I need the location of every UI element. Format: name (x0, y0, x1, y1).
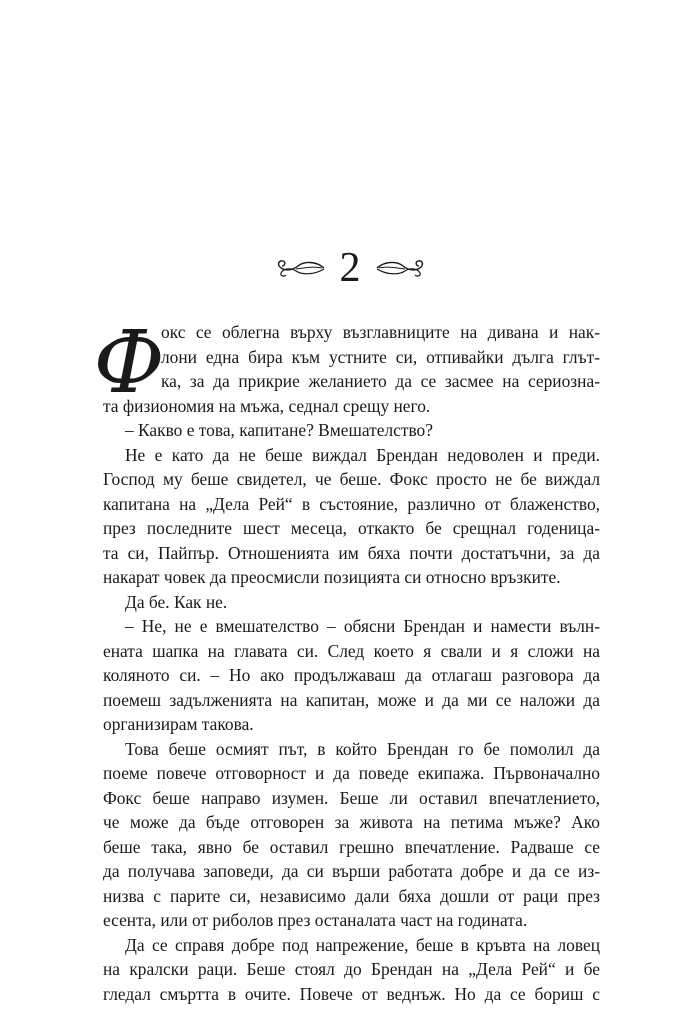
text-line: организирам такова. (103, 714, 254, 734)
text-line: поеме повече отговорност и да поведе екипажа. Първоначално (103, 763, 600, 783)
text-line: ка, за да прикрие желанието да се засмее на сериозна- (161, 371, 600, 391)
flourish-left-icon (274, 256, 326, 280)
text-line: Това беше осмият път, в който Брендан го бе помолил да (125, 738, 600, 759)
text-line: Да бе. Как не. (125, 591, 228, 612)
text-line: на кралски раци. Беше стоял до Брендан на „Дела Рей“ и бе (103, 959, 600, 979)
text-line: коляното си. – Но ако продължаваш да отлагаш разговора да (103, 665, 600, 685)
text-line: – Какво е това, капитане? Вмешателство? (125, 420, 433, 440)
body-text (93, 313, 600, 1006)
chapter-number: 2 (339, 245, 361, 291)
text-line: гледал смъртта в очите. Повече от веднъж. Но да се бориш с (103, 983, 600, 1004)
text-line: Фокс беше направо изумен. Беше ли оставил впечатлението, (103, 787, 600, 808)
text-line: окс се облегна върху възглавниците на дивана и нак- (161, 322, 600, 342)
text-line: ената шапка на главата си. След което я свали и я сложи на (103, 640, 600, 661)
text-line: капитана на „Дела Рей“ в състояние, различно от блаженство, (103, 493, 600, 514)
text-line: беше така, явно бе оставил грешно впечатление. Радваше се (103, 836, 600, 857)
text-line: през последните шест месеца, откакто бе срещнал годеница- (103, 518, 600, 538)
text-lines (103, 320, 600, 1006)
chapter-heading (0, 243, 700, 293)
flourish-right-icon (375, 256, 427, 280)
text-line: низва с парите си, независимо дали бяха дошли от раци през (103, 885, 600, 906)
drop-cap-letter: Ф (93, 313, 165, 413)
text-line: Господ му беше свидетел, че беше. Фокс просто не бе виждал (103, 469, 600, 489)
text-line: да получава заповеди, да си върши работата добре и да се из- (103, 861, 600, 881)
text-line: поемеш задълженията на капитан, може и да ми се наложи да (103, 689, 600, 710)
text-line: Да се справя добре под напрежение, беше в кръвта на ловец (125, 934, 600, 955)
text-line: та физиономия на мъжа, седнал срещу него. (103, 395, 431, 416)
text-line: лони една бира към устните си, отпивайки дълга глът- (161, 346, 600, 367)
text-line: – Не, не е вмешателство – обясни Брендан и намести вълн- (125, 616, 600, 636)
text-line: та си, Пайпър. Отношенията им бяха почти достатъчни, за да (103, 542, 600, 563)
text-line: накарат човек да преосмисли позицията си относно връзките. (103, 567, 561, 587)
text-line: Не е като да не беше виждал Брендан недоволен и преди. (125, 444, 600, 465)
text-line: че може да бъде отговорен за живота на петима мъже? Ако (103, 812, 600, 832)
drop-cap (93, 313, 165, 414)
text-line: есента, или от риболов през останалата част на годината. (103, 910, 528, 930)
